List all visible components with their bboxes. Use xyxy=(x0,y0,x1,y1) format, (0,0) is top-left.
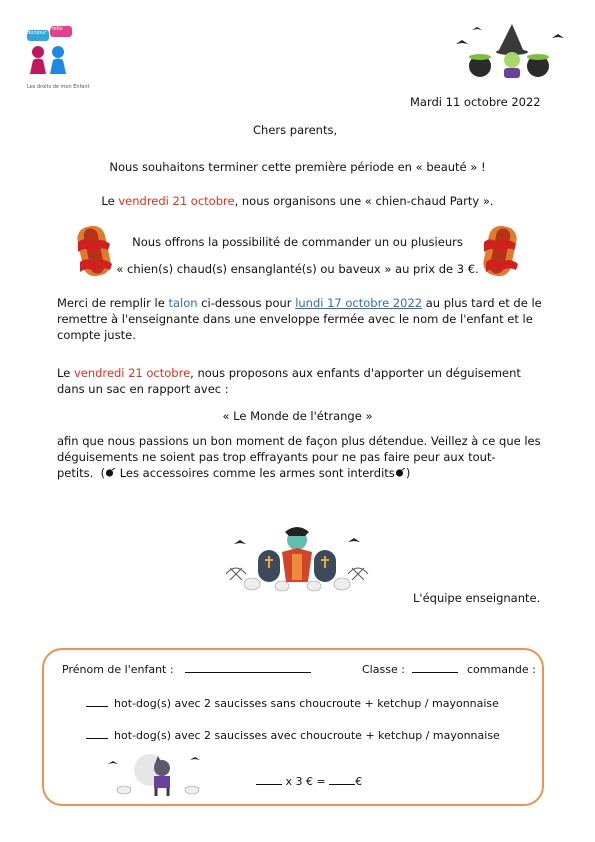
party-date: vendredi 21 octobre xyxy=(118,194,235,208)
total-blank[interactable] xyxy=(329,784,355,785)
class-blank[interactable] xyxy=(412,672,458,673)
bomb-icon xyxy=(105,468,116,477)
class-row xyxy=(362,663,458,677)
witch-cauldron-icon xyxy=(452,22,572,80)
total-row: x 3 € = € xyxy=(256,775,362,789)
offer-line-2: « chien(s) chaud(s) ensanglanté(s) ou baveux » au prix de 3 €. xyxy=(116,262,479,276)
order-paragraph: Merci de remplir le talon ci-dessous pour lundi 17 octobre 2022 au plus tard et de le remettre à l'enseignante dans une enveloppe fermée avec le nom de l'enfant et le compte juste. xyxy=(57,296,542,342)
talon-word: talon xyxy=(168,296,198,310)
class-label: Classe : xyxy=(362,663,405,676)
option-row-1 xyxy=(86,697,499,711)
costume-paragraph: Le vendredi 21 octobre, nous proposons aux enfants d'apporter un déguisement dans un sac en rapport avec : xyxy=(57,366,521,396)
option-2-label: hot-dog(s) avec 2 saucisses avec choucroute + ketchup / mayonnaise xyxy=(114,729,500,742)
offer-line-1: Nous offrons la possibilité de commander un ou plusieurs xyxy=(132,235,463,249)
deadline-date: lundi 17 octobre 2022 xyxy=(295,296,423,310)
intro-line: Nous souhaitons terminer cette première période en « beauté » ! xyxy=(109,160,486,174)
letter-date: Mardi 11 octobre 2022 xyxy=(410,95,541,109)
option-row-2 xyxy=(86,729,500,743)
bomb-icon xyxy=(395,468,406,477)
order-label: commande : xyxy=(467,663,536,676)
closing-paragraph: afin que nous passions un bon moment de façon plus détendue. Veillez à ce que les déguisements ne soient pas trop effrayants pour ne pas faire peur aux tout-petits. ( Les accessoires comme les armes sont interdits ) xyxy=(57,434,541,480)
quantity-blank-1[interactable] xyxy=(86,706,108,707)
logo-bubble-left: Bonjour xyxy=(27,30,47,36)
count-blank[interactable] xyxy=(256,784,282,785)
logo-caption: Les droits de mon Enfant xyxy=(27,84,90,90)
option-1-label: hot-dog(s) avec 2 saucisses sans choucroute + ketchup / mayonnaise xyxy=(114,697,499,710)
theme-title: « Le Monde de l'étrange » xyxy=(222,409,373,423)
vampire-graveyard-icon xyxy=(222,524,372,594)
party-line: Le vendredi 21 octobre, nous organisons une « chien-chaud Party ». xyxy=(101,194,494,208)
name-label: Prénom de l'enfant : xyxy=(62,663,174,676)
name-blank[interactable] xyxy=(185,672,311,673)
quantity-blank-2[interactable] xyxy=(86,738,108,739)
name-row xyxy=(62,663,311,677)
greeting: Chers parents, xyxy=(253,123,338,137)
costume-date: vendredi 21 octobre xyxy=(73,366,191,380)
logo-bubble-right: Hello xyxy=(50,26,63,32)
werewolf-icon xyxy=(104,750,212,798)
signature: L'équipe enseignante. xyxy=(413,591,541,605)
